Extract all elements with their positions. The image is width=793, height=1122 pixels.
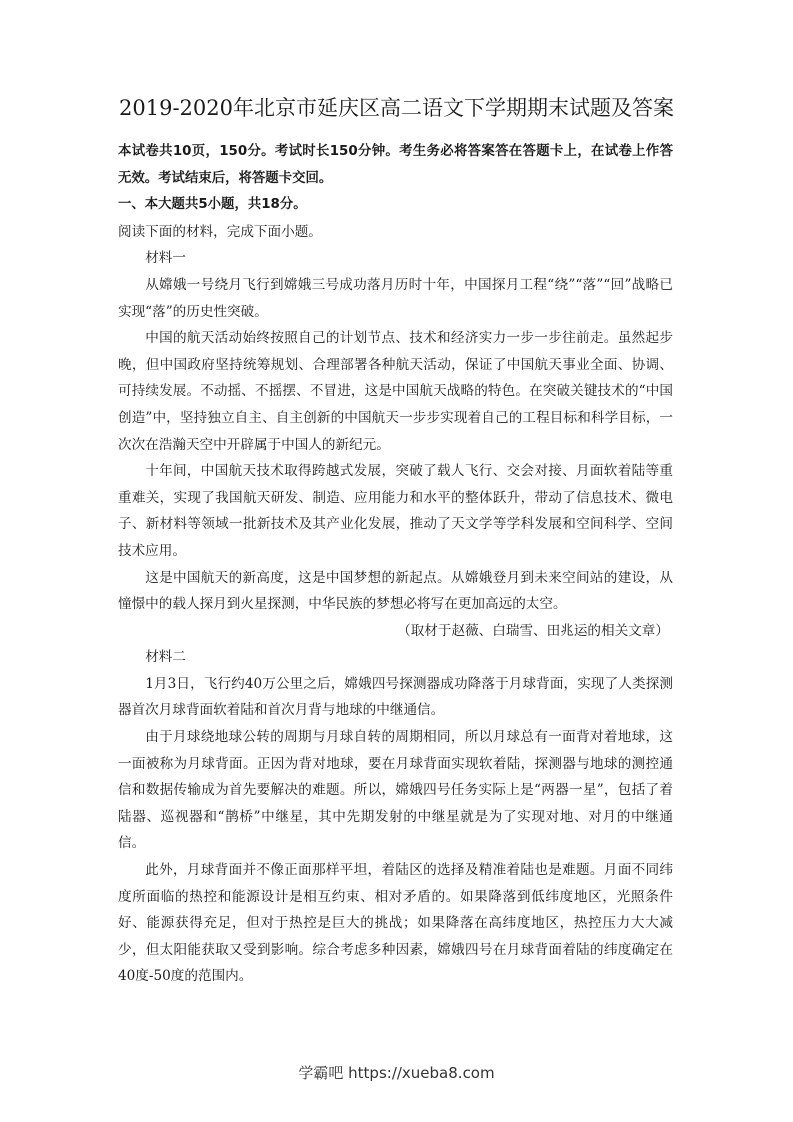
exam-instructions: 本试卷共10页，150分。考试时长150分钟。考生务必将答案答在答题卡上，在试卷上作答无效。考试结束后，将答题卡交回。 <box>118 144 673 186</box>
document-title: 2019-2020年北京市延庆区高二语文下学期期末试题及答案 <box>119 96 674 120</box>
reading-prompt: 阅读下面的材料，完成下面小题。 <box>118 223 322 240</box>
section-heading: 一、本大题共5小题，共18分。 <box>118 197 307 213</box>
material1-paragraph: 十年间，中国航天技术取得跨越式发展，突破了载人飞行、交会对接、月面软着陆等重重难关，实现了我国航天研发、制造、应用能力和水平的整体跃升，带动了信息技术、微电子、新材料等领域一批新技术及其产业化发展，推动了天文学等学科发展和空间科学、空间技术应用。 <box>118 463 673 559</box>
footer-watermark: 学霸吧 https://xueba8.com <box>298 1064 495 1082</box>
material1-source: （取材于赵薇、白瑞雪、田兆运的相关文章） <box>397 622 669 639</box>
material1-paragraph: 这是中国航天的新高度，这是中国梦想的新起点。从嫦娥登月到未来空间站的建设，从憧憬中的载人探月到火星探测，中华民族的梦想必将写在更加高远的太空。 <box>118 569 673 613</box>
material1-label: 材料一 <box>145 250 186 267</box>
material2-paragraph: 此外，月球背面并不像正面那样平坦，着陆区的选择及精准着陆也是难题。月面不同纬度所面临的热控和能源设计是相互约束、相对矛盾的。如果降落到低纬度地区，光照条件好、能源获得充足，但对于热控是巨大的挑战；如果降落在高纬度地区，热控压力大大减少，但太阳能获取又受到影响。综合考虑多种因素，嫦娥四号在月球背面着陆的纬度确定在40度-50度的范围内。 <box>118 862 673 985</box>
material2-label: 材料二 <box>145 649 186 666</box>
material1-paragraph: 从嫦娥一号绕月飞行到嫦娥三号成功落月历时十年，中国探月工程“绕”“落”“回”战略已实现“落”的历史性突破。 <box>118 276 673 320</box>
document-body <box>118 139 673 990</box>
material1-paragraph: 中国的航天活动始终按照自己的计划节点、技术和经济实力一步一步往前走。虽然起步晚，但中国政府坚持统筹规划、合理部署各种航天活动，保证了中国航天事业全面、协调、可持续发展。不动摇、不摇摆、不冒进，这是中国航天战略的特色。在突破关键技术的“中国创造”中，坚持独立自主、自主创新的中国航天一步步实现着自己的工程目标和科学目标，一次次在浩瀚天空中开辟属于中国人的新纪元。 <box>118 330 673 453</box>
material2-paragraph: 1月3日，飞行约40万公里之后，嫦娥四号探测器成功降落于月球背面，实现了人类探测器首次月球背面软着陆和首次月背与地球的中继通信。 <box>118 675 673 719</box>
material2-paragraph: 由于月球绕地球公转的周期与月球自转的周期相同，所以月球总有一面背对着地球，这一面被称为月球背面。正因为背对地球，要在月球背面实现软着陆，探测器与地球的测控通信和数据传输成为首先要解决的难题。所以，嫦娥四号任务实际上是“两器一星”，包括了着陆器、巡视器和“鹊桥”中继星，其中先期发射的中继星就是为了实现对地、对月的中继通信。 <box>118 729 673 852</box>
